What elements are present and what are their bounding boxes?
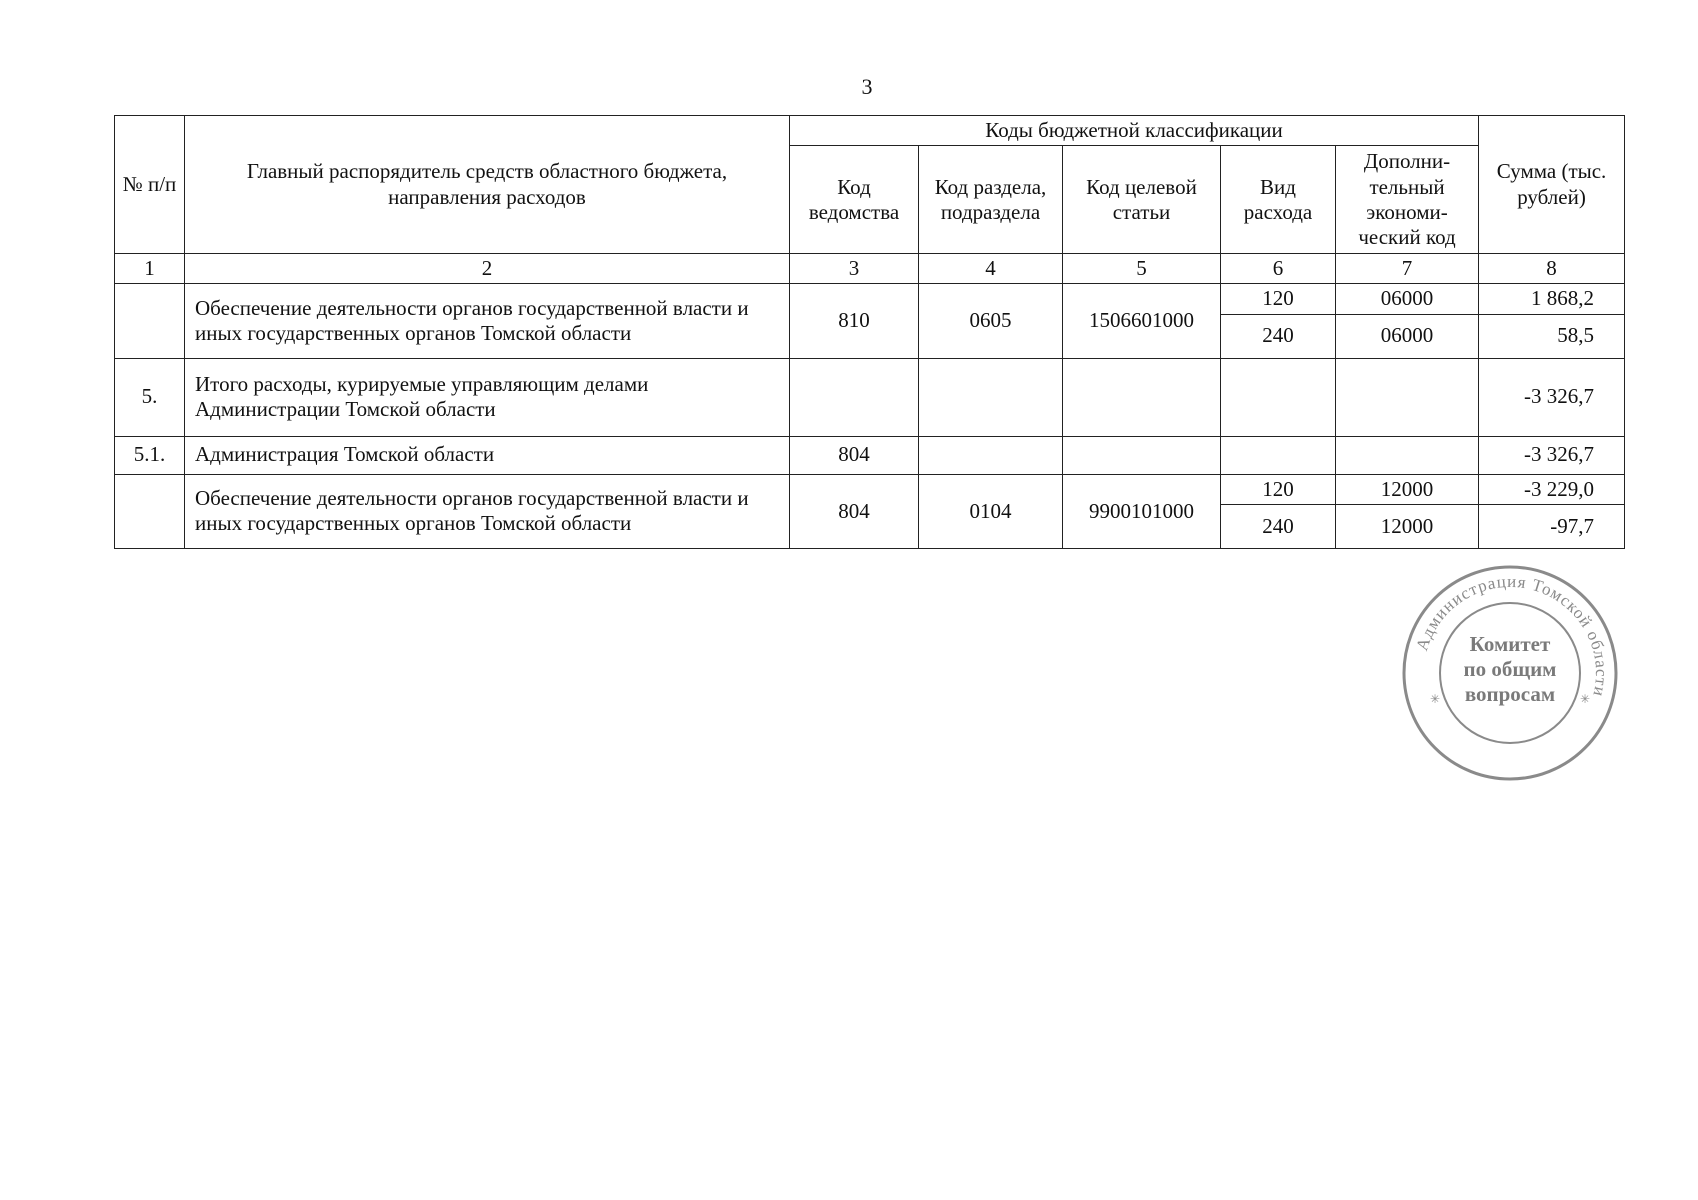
row-num: 5.1. xyxy=(115,436,185,474)
row-exp-type: 240 xyxy=(1221,314,1336,358)
col-number: 6 xyxy=(1221,254,1336,284)
row-exp-type: 120 xyxy=(1221,474,1336,504)
row-exp-type xyxy=(1221,358,1336,436)
stamp-seal xyxy=(1400,563,1620,783)
row-section: 0104 xyxy=(919,474,1063,548)
stamp-center-line-1: Комитет xyxy=(1469,632,1551,656)
header-name: Главный распорядитель средств областного бюджета, направления расходов xyxy=(185,116,790,254)
header-target: Код целевой статьи xyxy=(1063,146,1221,254)
header-group: Коды бюджетной классификации xyxy=(790,116,1479,146)
row-name: Обеспечение деятельности органов государственной власти и иных государственных органов Томской области xyxy=(185,284,790,358)
table-row xyxy=(115,358,1625,436)
col-number: 2 xyxy=(185,254,790,284)
row-target: 1506601000 xyxy=(1063,284,1221,358)
row-econ: 06000 xyxy=(1336,314,1479,358)
col-number: 8 xyxy=(1479,254,1625,284)
row-num: 5. xyxy=(115,358,185,436)
row-dept: 804 xyxy=(790,436,919,474)
col-number: 7 xyxy=(1336,254,1479,284)
row-dept xyxy=(790,358,919,436)
row-name: Администрация Томской области xyxy=(185,436,790,474)
row-econ xyxy=(1336,358,1479,436)
header-sum: Сумма (тыс. рублей) xyxy=(1479,116,1625,254)
stamp-star-right: ✳ xyxy=(1580,692,1591,706)
row-sum: -3 229,0 xyxy=(1479,474,1625,504)
row-num xyxy=(115,284,185,358)
row-name: Итого расходы, курируемые управляющим делами Администрации Томской области xyxy=(185,358,790,436)
row-sum: 1 868,2 xyxy=(1479,284,1625,314)
table-row xyxy=(115,436,1625,474)
row-sum: -97,7 xyxy=(1479,504,1625,548)
stamp-center-line-2: по общим xyxy=(1463,657,1557,681)
stamp-ring-text: Администрация Томской области xyxy=(1412,571,1612,699)
col-number: 4 xyxy=(919,254,1063,284)
header-exp-type: Вид расхода xyxy=(1221,146,1336,254)
row-target xyxy=(1063,358,1221,436)
row-econ: 12000 xyxy=(1336,474,1479,504)
row-section xyxy=(919,358,1063,436)
row-econ xyxy=(1336,436,1479,474)
col-number: 5 xyxy=(1063,254,1221,284)
table-row xyxy=(115,474,1625,504)
header-row-1 xyxy=(115,116,1625,146)
row-exp-type: 240 xyxy=(1221,504,1336,548)
budget-table xyxy=(114,115,1625,549)
table-row xyxy=(115,284,1625,314)
stamp-center-line-3: вопросам xyxy=(1464,682,1556,706)
row-section: 0605 xyxy=(919,284,1063,358)
row-sum: -3 326,7 xyxy=(1479,358,1625,436)
col-number: 3 xyxy=(790,254,919,284)
row-econ: 06000 xyxy=(1336,284,1479,314)
row-section xyxy=(919,436,1063,474)
row-num xyxy=(115,474,185,548)
row-target: 9900101000 xyxy=(1063,474,1221,548)
row-dept: 804 xyxy=(790,474,919,548)
header-dept: Код ведомства xyxy=(790,146,919,254)
header-num: № п/п xyxy=(115,116,185,254)
stamp-star-left: ✳ xyxy=(1430,692,1441,706)
row-dept: 810 xyxy=(790,284,919,358)
row-econ: 12000 xyxy=(1336,504,1479,548)
row-exp-type xyxy=(1221,436,1336,474)
header-section: Код раздела, подраздела xyxy=(919,146,1063,254)
header-econ: Дополни-тельный экономи-ческий код xyxy=(1336,146,1479,254)
row-sum: 58,5 xyxy=(1479,314,1625,358)
column-number-row xyxy=(115,254,1625,284)
col-number: 1 xyxy=(115,254,185,284)
row-name: Обеспечение деятельности органов государственной власти и иных государственных органов Томской области xyxy=(185,474,790,548)
row-sum: -3 326,7 xyxy=(1479,436,1625,474)
page-number: 3 xyxy=(861,74,873,99)
row-target xyxy=(1063,436,1221,474)
row-exp-type: 120 xyxy=(1221,284,1336,314)
